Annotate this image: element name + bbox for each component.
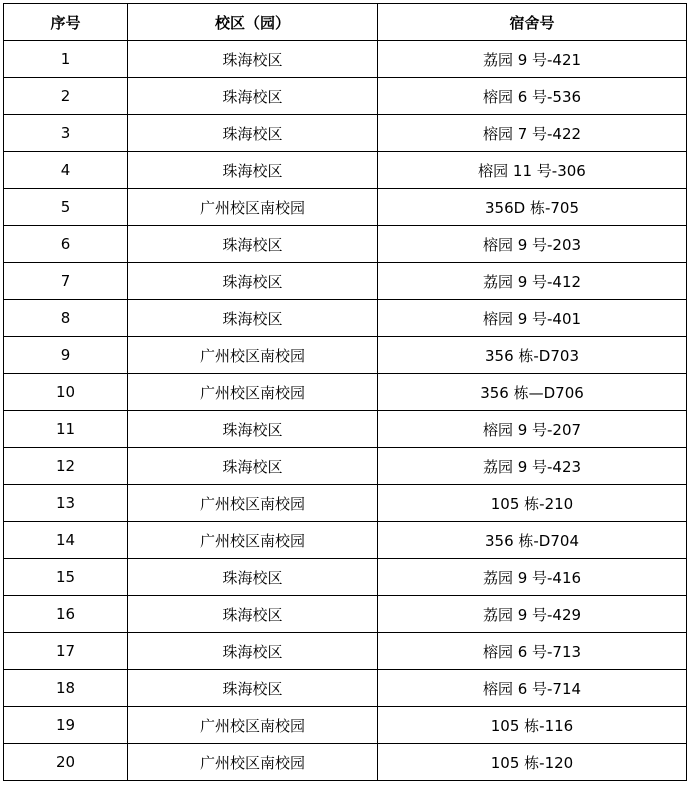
table-row	[4, 41, 687, 78]
table-row	[4, 707, 687, 744]
cell-index: 16	[4, 596, 128, 633]
cell-dorm: 榕园 6 号-713	[378, 633, 687, 670]
cell-campus: 广州校区南校园	[128, 522, 378, 559]
cell-index: 12	[4, 448, 128, 485]
table-row	[4, 115, 687, 152]
cell-index: 13	[4, 485, 128, 522]
table-row	[4, 411, 687, 448]
table-row	[4, 226, 687, 263]
cell-dorm: 356 栋-D703	[378, 337, 687, 374]
table-row	[4, 337, 687, 374]
cell-campus: 珠海校区	[128, 448, 378, 485]
cell-index: 14	[4, 522, 128, 559]
cell-dorm: 105 栋-210	[378, 485, 687, 522]
cell-dorm: 榕园 9 号-401	[378, 300, 687, 337]
cell-dorm: 105 栋-116	[378, 707, 687, 744]
cell-dorm: 榕园 6 号-536	[378, 78, 687, 115]
cell-dorm: 榕园 7 号-422	[378, 115, 687, 152]
cell-index: 11	[4, 411, 128, 448]
cell-dorm: 356D 栋-705	[378, 189, 687, 226]
cell-dorm: 荔园 9 号-423	[378, 448, 687, 485]
cell-dorm: 105 栋-120	[378, 744, 687, 781]
cell-dorm: 荔园 9 号-412	[378, 263, 687, 300]
cell-index: 15	[4, 559, 128, 596]
cell-campus: 珠海校区	[128, 115, 378, 152]
cell-campus: 珠海校区	[128, 78, 378, 115]
cell-index: 6	[4, 226, 128, 263]
cell-index: 19	[4, 707, 128, 744]
cell-index: 7	[4, 263, 128, 300]
table-row	[4, 374, 687, 411]
cell-dorm: 荔园 9 号-416	[378, 559, 687, 596]
header-campus: 校区（园）	[128, 4, 378, 41]
table-row	[4, 485, 687, 522]
table-row	[4, 263, 687, 300]
table-row	[4, 744, 687, 781]
cell-dorm: 榕园 6 号-714	[378, 670, 687, 707]
cell-campus: 广州校区南校园	[128, 189, 378, 226]
cell-index: 3	[4, 115, 128, 152]
cell-campus: 广州校区南校园	[128, 707, 378, 744]
cell-dorm: 榕园 11 号-306	[378, 152, 687, 189]
table-body	[4, 41, 687, 781]
cell-index: 5	[4, 189, 128, 226]
dormitory-table	[3, 3, 687, 781]
cell-index: 9	[4, 337, 128, 374]
table-row	[4, 448, 687, 485]
cell-campus: 广州校区南校园	[128, 485, 378, 522]
table-row	[4, 189, 687, 226]
cell-dorm: 荔园 9 号-421	[378, 41, 687, 78]
cell-index: 17	[4, 633, 128, 670]
cell-campus: 珠海校区	[128, 152, 378, 189]
cell-campus: 珠海校区	[128, 670, 378, 707]
table-row	[4, 522, 687, 559]
cell-dorm: 356 栋-D704	[378, 522, 687, 559]
cell-campus: 珠海校区	[128, 559, 378, 596]
cell-campus: 珠海校区	[128, 411, 378, 448]
header-index: 序号	[4, 4, 128, 41]
cell-index: 1	[4, 41, 128, 78]
cell-dorm: 榕园 9 号-207	[378, 411, 687, 448]
cell-campus: 珠海校区	[128, 300, 378, 337]
cell-dorm: 荔园 9 号-429	[378, 596, 687, 633]
cell-campus: 珠海校区	[128, 596, 378, 633]
cell-index: 4	[4, 152, 128, 189]
cell-index: 20	[4, 744, 128, 781]
cell-index: 2	[4, 78, 128, 115]
cell-campus: 广州校区南校园	[128, 337, 378, 374]
table-row	[4, 596, 687, 633]
cell-index: 8	[4, 300, 128, 337]
header-dorm: 宿舍号	[378, 4, 687, 41]
table-row	[4, 78, 687, 115]
table-row	[4, 670, 687, 707]
cell-campus: 珠海校区	[128, 41, 378, 78]
cell-index: 10	[4, 374, 128, 411]
cell-campus: 珠海校区	[128, 633, 378, 670]
cell-campus: 珠海校区	[128, 263, 378, 300]
table-row	[4, 152, 687, 189]
cell-dorm: 356 栋—D706	[378, 374, 687, 411]
cell-campus: 广州校区南校园	[128, 374, 378, 411]
cell-dorm: 榕园 9 号-203	[378, 226, 687, 263]
cell-index: 18	[4, 670, 128, 707]
table-row	[4, 300, 687, 337]
cell-campus: 珠海校区	[128, 226, 378, 263]
table-row	[4, 633, 687, 670]
cell-campus: 广州校区南校园	[128, 744, 378, 781]
table-header-row	[4, 4, 687, 41]
table-row	[4, 559, 687, 596]
